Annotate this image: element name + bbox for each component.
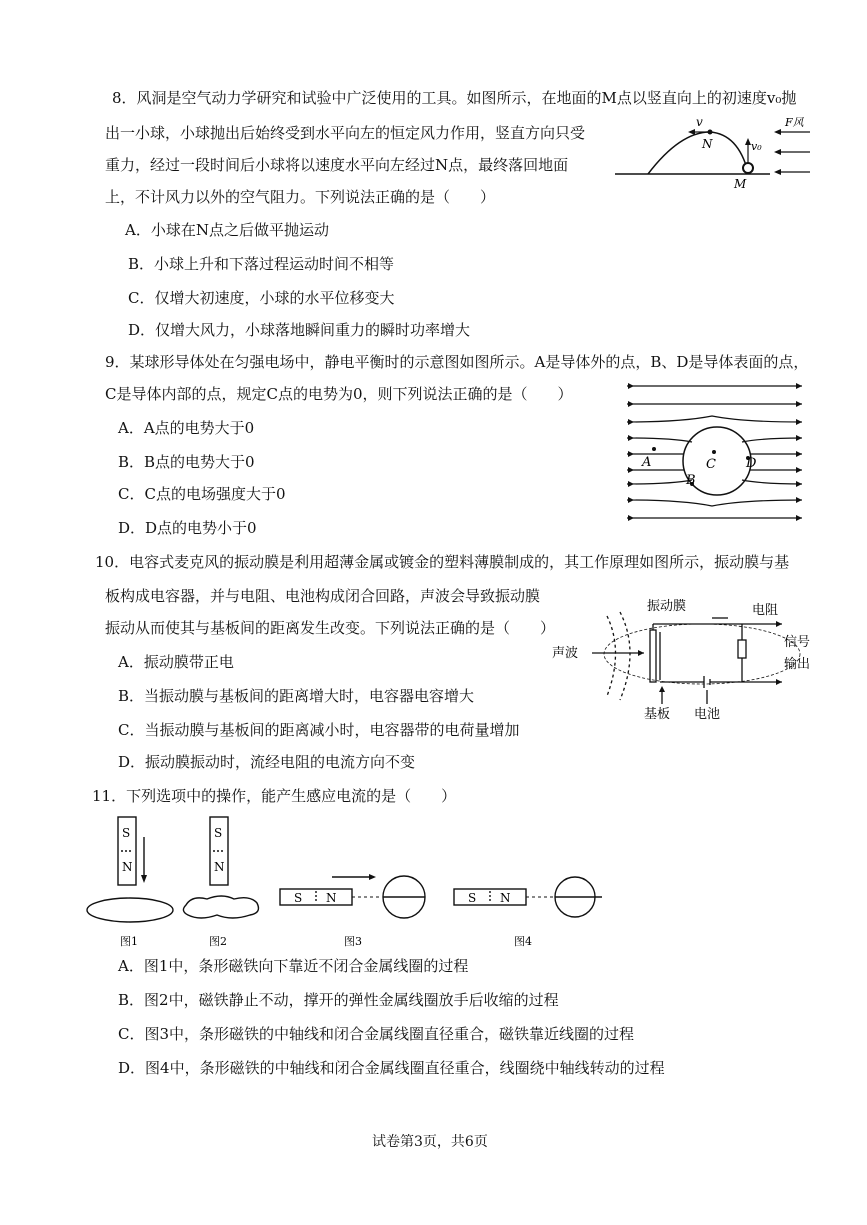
q9-label-c: C (706, 457, 716, 472)
fig2-caption: 图2 (209, 935, 227, 948)
fig2-n: N (214, 860, 225, 874)
q8-label-v0: v₀ (751, 140, 762, 153)
q10-label-signal: 信号 (784, 635, 811, 650)
fig2-s: S (214, 826, 223, 840)
q10-option-c[interactable]: C．当振动膜与基板间的距离减小时，电容器带的电荷量增加 (118, 721, 520, 739)
q9-label-a: A (642, 455, 652, 470)
q10-stem-line1: 10．电容式麦克风的振动膜是利用超薄金属或镀金的塑料薄膜制成的，其工作原理如图所示，振动膜与基 (95, 553, 790, 571)
fig4-s: S (468, 891, 477, 905)
q10-label-resistor: 电阻 (752, 603, 779, 618)
q8-stem-line3: 重力，经过一段时间后小球将以速度水平向左经过N点，最终落回地面 (105, 156, 569, 174)
q10-label-plate: 基板 (644, 707, 671, 722)
q10-label-membrane: 振动膜 (647, 599, 687, 614)
q8-label-n: N (702, 137, 713, 151)
q8-option-c[interactable]: C．仅增大初速度，小球的水平位移变大 (128, 289, 395, 307)
q10-option-d[interactable]: D．振动膜振动时，流经电阻的电流方向不变 (118, 753, 416, 771)
page-footer: 试卷第3页，共6页 (372, 1134, 488, 1150)
q10-label-output: 输出 (784, 657, 811, 672)
q8-option-d[interactable]: D．仅增大风力，小球落地瞬间重力的瞬时功率增大 (128, 321, 471, 339)
q9-option-c[interactable]: C．C点的电场强度大于0 (118, 485, 286, 503)
q11-option-c[interactable]: C．图3中，条形磁铁的中轴线和闭合金属线圈直径重合，磁铁靠近线圈的过程 (118, 1025, 635, 1043)
q8-stem-line4: 上，不计风力以外的空气阻力。下列说法正确的是（ ） (105, 188, 496, 206)
q9-stem-line1: 9．某球形导体处在匀强电场中，静电平衡时的示意图如图所示。A是导体外的点，B、D是导体表面的点， (105, 353, 809, 371)
q9-figure (622, 380, 812, 525)
fig4-n: N (500, 891, 511, 905)
q9-label-b: B (686, 473, 696, 488)
q8-label-m: M (734, 177, 747, 191)
fig1-n: N (122, 860, 133, 874)
q9-option-a[interactable]: A．A点的电势大于0 (118, 419, 255, 437)
q11-option-b[interactable]: B．图2中，磁铁静止不动，撑开的弹性金属线圈放手后收缩的过程 (118, 991, 559, 1009)
fig3-caption: 图3 (344, 935, 362, 948)
q9-label-d: D (746, 456, 757, 471)
q10-stem-line2: 板构成电容器，并与电阻、电池构成闭合回路，声波会导致振动膜 (105, 587, 541, 605)
q10-stem-line3: 振动从而使其与基板间的距离发生改变。下列说法正确的是（ ） (105, 619, 556, 637)
q8-option-b[interactable]: B．小球上升和下落过程运动时间不相等 (128, 255, 395, 273)
q11-stem: 11．下列选项中的操作，能产生感应电流的是（ ） (92, 787, 457, 805)
q10-option-a[interactable]: A．振动膜带正电 (118, 653, 234, 671)
fig1-s: S (122, 826, 131, 840)
q9-option-b[interactable]: B．B点的电势大于0 (118, 453, 255, 471)
fig3-n: N (326, 891, 337, 905)
q11-option-d[interactable]: D．图4中，条形磁铁的中轴线和闭合金属线圈直径重合，线圈绕中轴线转动的过程 (118, 1059, 665, 1077)
fig3-s: S (294, 891, 303, 905)
q11-option-a[interactable]: A．图1中，条形磁铁向下靠近不闭合金属线圈的过程 (118, 957, 469, 975)
q8-stem-line1: 8．风洞是空气动力学研究和试验中广泛使用的工具。如图所示，在地面的M点以竖直向上的初速度v₀抛 (112, 89, 797, 107)
q8-option-a[interactable]: A．小球在N点之后做平抛运动 (125, 221, 329, 239)
q11-figures (82, 815, 622, 955)
q10-label-sound: 声波 (552, 646, 579, 661)
q10-option-b[interactable]: B．当振动膜与基板间的距离增大时，电容器电容增大 (118, 687, 475, 705)
q9-option-d[interactable]: D．D点的电势小于0 (118, 519, 257, 537)
q8-stem-line2: 出一小球，小球抛出后始终受到水平向左的恒定风力作用，竖直方向只受 (105, 124, 586, 142)
fig1-caption: 图1 (120, 935, 138, 948)
q8-figure (610, 112, 830, 192)
q9-stem-line2: C是导体内部的点，规定C点的电势为0，则下列说法正确的是（ ） (105, 385, 573, 403)
q8-label-f: F风 (785, 116, 804, 129)
q10-figure (552, 596, 822, 721)
q8-label-v: v (696, 115, 703, 129)
fig4-caption: 图4 (514, 935, 532, 948)
q10-label-battery: 电池 (694, 707, 721, 722)
